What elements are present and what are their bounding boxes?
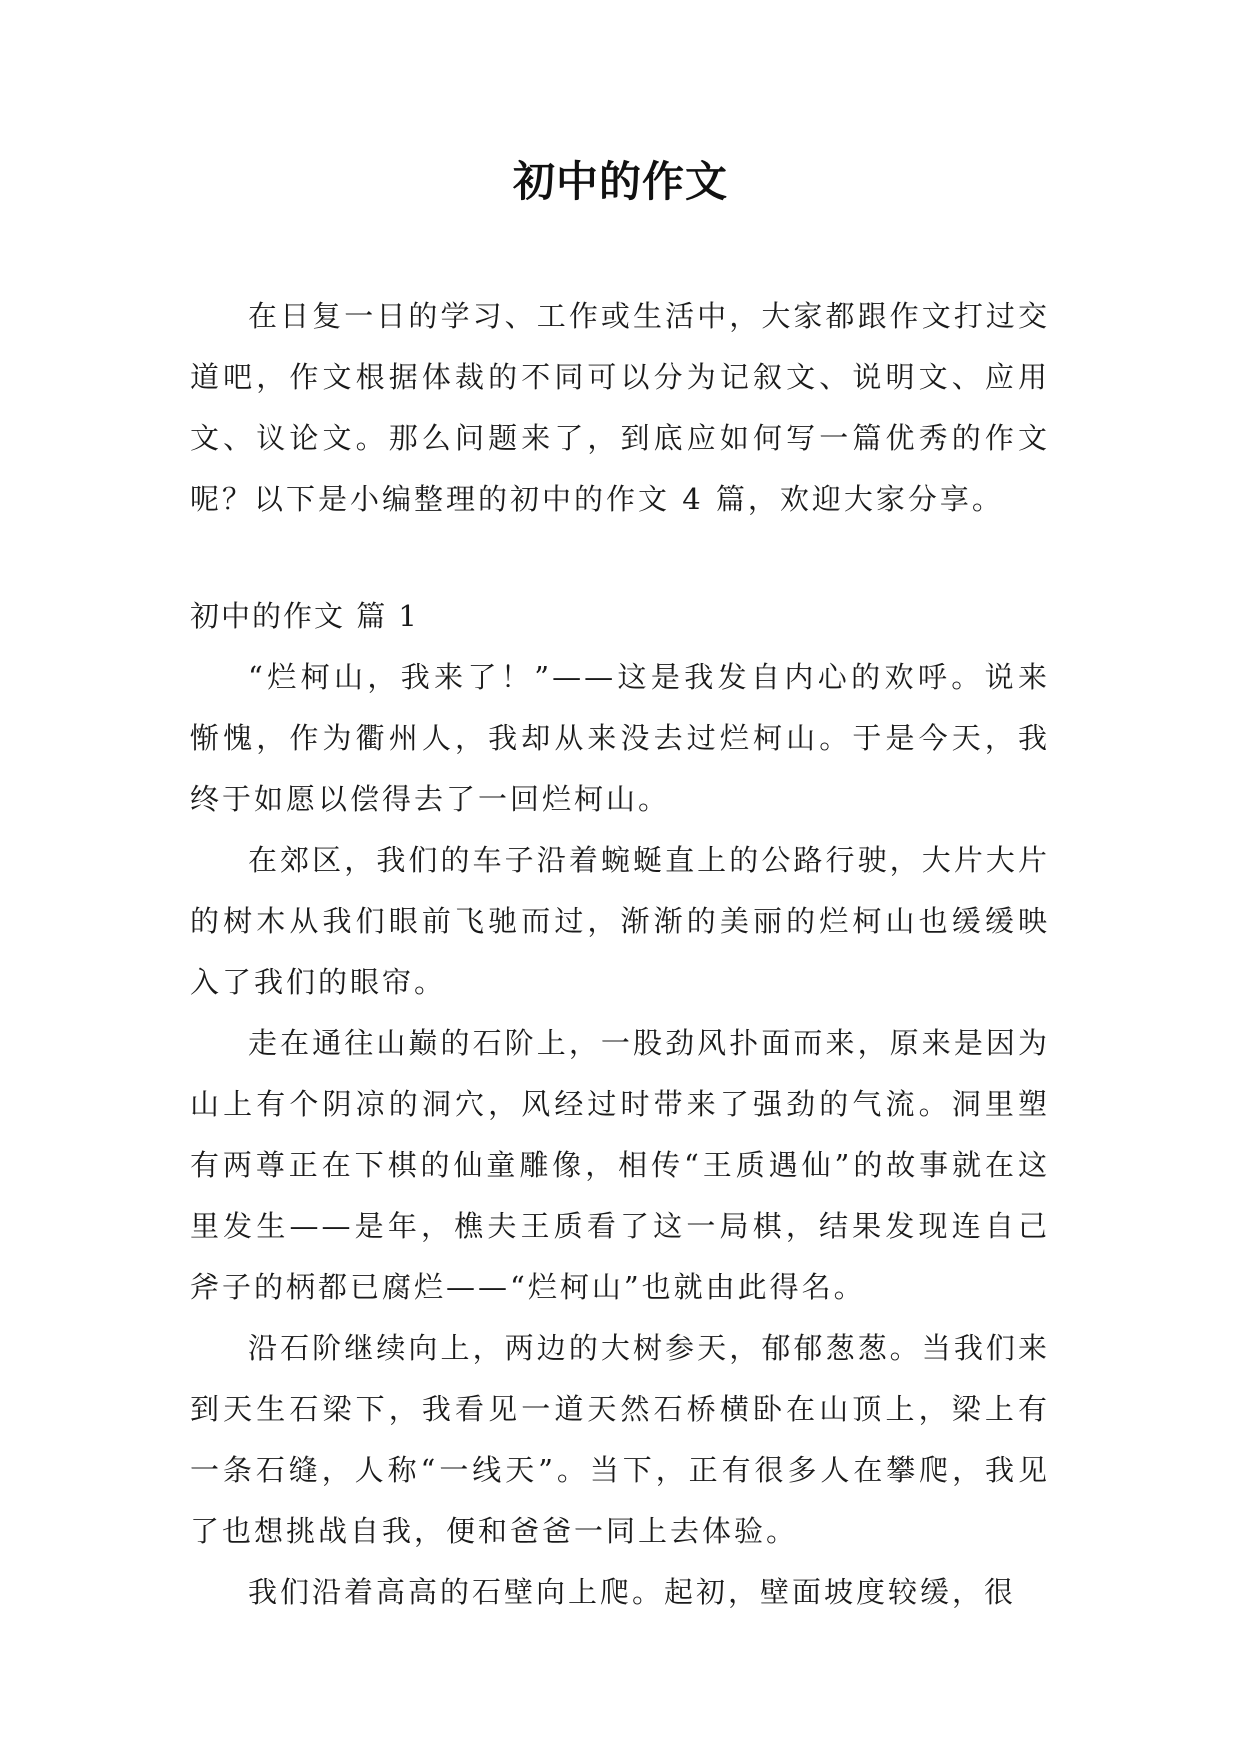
- essay-paragraph-3: 走在通往山巅的石阶上，一股劲风扑面而来，原来是因为山上有个阴凉的洞穴，风经过时带来了强劲的气流。洞里塑有两尊正在下棋的仙童雕像，相传“王质遇仙”的故事就在这里发生——是年，樵夫王质看了这一局棋，结果发现连自己斧子的柄都已腐烂——“烂柯山”也就由此得名。: [190, 1026, 1050, 1304]
- essay-paragraph-1: “烂柯山，我来了！”——这是我发自内心的欢呼。说来惭愧，作为衢州人，我却从来没去过烂柯山。于是今天，我终于如愿以偿得去了一回烂柯山。: [190, 660, 1050, 816]
- essay-paragraph-2: 在郊区，我们的车子沿着蜿蜒直上的公路行驶，大片大片的树木从我们眼前飞驰而过，渐渐的美丽的烂柯山也缓缓映入了我们的眼帘。: [190, 843, 1050, 999]
- essay-section: [190, 586, 1050, 1623]
- essay-paragraph-5: 我们沿着高高的石壁向上爬。起初，壁面坡度较缓，很: [248, 1575, 1017, 1609]
- essay-paragraph-4: 沿石阶继续向上，两边的大树参天，郁郁葱葱。当我们来到天生石梁下，我看见一道天然石桥横卧在山顶上，梁上有一条石缝，人称“一线天”。当下，正有很多人在攀爬，我见了也想挑战自我，便和爸爸一同上去体验。: [190, 1331, 1050, 1548]
- intro-paragraph-block: [190, 286, 1050, 530]
- intro-paragraph: 在日复一日的学习、工作或生活中，大家都跟作文打过交道吧，作文根据体裁的不同可以分为记叙文、说明文、应用文、议论文。那么问题来了，到底应如何写一篇优秀的作文呢？以下是小编整理的初中的作文 4 篇，欢迎大家分享。: [190, 299, 1050, 516]
- document-title: 初中的作文: [512, 157, 728, 206]
- section-heading: 初中的作文 篇 1: [190, 599, 419, 633]
